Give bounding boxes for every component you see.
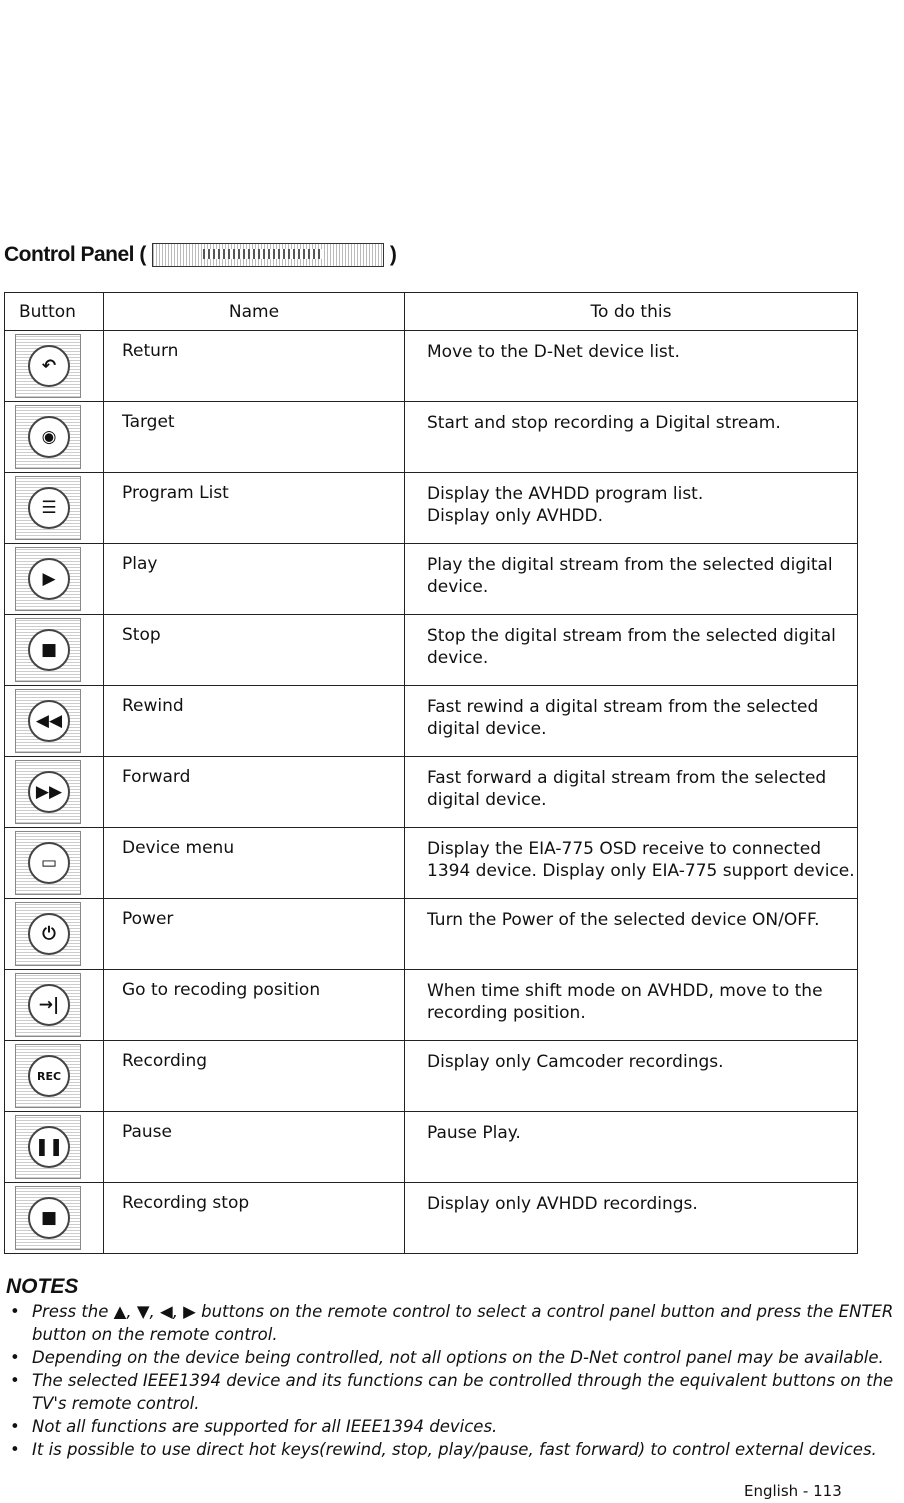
table-row — [5, 757, 858, 828]
button-cell — [5, 473, 104, 544]
description-line: device. — [427, 577, 489, 597]
icon-glyph: ▭ — [28, 842, 70, 884]
description-line: recording position. — [427, 1003, 586, 1023]
table-row — [5, 402, 858, 473]
description-line: Display only AVHDD. — [427, 506, 603, 526]
table-row — [5, 899, 858, 970]
target-icon — [15, 405, 81, 469]
power-icon — [15, 902, 81, 966]
icon-glyph: ☰ — [28, 487, 70, 529]
button-cell — [5, 1183, 104, 1254]
button-description — [405, 331, 858, 402]
table-row — [5, 473, 858, 544]
heading-close: ) — [389, 243, 397, 266]
header-name: Name — [104, 293, 405, 331]
button-name: Go to recoding position — [104, 970, 405, 1041]
button-name: Recording — [104, 1041, 405, 1112]
description-line: Move to the D-Net device list. — [427, 342, 680, 362]
description-line: Start and stop recording a Digital stream. — [427, 413, 781, 433]
button-name: Play — [104, 544, 405, 615]
icon-glyph: ▶ — [28, 558, 70, 600]
button-description — [405, 1183, 858, 1254]
button-description — [405, 757, 858, 828]
icon-glyph: ◀◀ — [28, 700, 70, 742]
icon-glyph: ▶▶ — [28, 771, 70, 813]
recording-icon — [15, 1044, 81, 1108]
button-description — [405, 899, 858, 970]
button-cell — [5, 828, 104, 899]
table-row — [5, 1112, 858, 1183]
description-line: Play the digital stream from the selected digital — [427, 555, 833, 575]
description-line: digital device. — [427, 790, 547, 810]
button-description — [405, 473, 858, 544]
table-row — [5, 615, 858, 686]
forward-icon — [15, 760, 81, 824]
description-line: 1394 device. Display only EIA-775 support device. — [427, 861, 855, 881]
description-line: Stop the digital stream from the selected digital — [427, 626, 836, 646]
page-footer: English - 113 — [744, 1482, 842, 1500]
button-cell — [5, 970, 104, 1041]
recording-stop-icon — [15, 1186, 81, 1250]
icon-glyph: ❚❚ — [28, 1126, 70, 1168]
table-row — [5, 686, 858, 757]
button-description — [405, 970, 858, 1041]
description-line: Turn the Power of the selected device ON/OFF. — [427, 910, 820, 930]
button-description — [405, 1112, 858, 1183]
button-name: Stop — [104, 615, 405, 686]
table-row — [5, 1041, 858, 1112]
icon-glyph: →| — [28, 984, 70, 1026]
note-item: • Depending on the device being controlled, not all options on the D-Net control panel may be available. — [6, 1346, 896, 1369]
description-line: Display the AVHDD program list. — [427, 484, 704, 504]
description-line: Fast forward a digital stream from the selected — [427, 768, 827, 788]
button-name: Power — [104, 899, 405, 970]
notes-list — [6, 1300, 896, 1461]
section-heading — [4, 243, 396, 267]
button-cell — [5, 402, 104, 473]
stop-icon — [15, 618, 81, 682]
button-cell — [5, 686, 104, 757]
button-cell — [5, 757, 104, 828]
icon-glyph: ⏻ — [28, 913, 70, 955]
button-cell — [5, 615, 104, 686]
button-name: Recording stop — [104, 1183, 405, 1254]
description-line: Display only Camcoder recordings. — [427, 1052, 724, 1072]
header-todo: To do this — [405, 293, 858, 331]
description-line: digital device. — [427, 719, 547, 739]
button-name: Return — [104, 331, 405, 402]
note-item: • Press the ▲, ▼, ◀, ▶ buttons on the remote control to select a control panel button and press the ENTER button on the remote control. — [6, 1300, 896, 1346]
table-row — [5, 331, 858, 402]
go-to-recording-position-icon — [15, 973, 81, 1037]
device-menu-icon — [15, 831, 81, 895]
button-name: Rewind — [104, 686, 405, 757]
button-name: Program List — [104, 473, 405, 544]
icon-glyph: ■ — [28, 1197, 70, 1239]
notes-title: NOTES — [6, 1275, 79, 1298]
note-item: • It is possible to use direct hot keys(rewind, stop, play/pause, fast forward) to control external devices. — [6, 1438, 896, 1461]
description-line: Fast rewind a digital stream from the selected — [427, 697, 819, 717]
button-description — [405, 615, 858, 686]
button-description — [405, 544, 858, 615]
program-list-icon — [15, 476, 81, 540]
button-name: Target — [104, 402, 405, 473]
note-item: • The selected IEEE1394 device and its functions can be controlled through the equivalent buttons on the TV's remote control. — [6, 1369, 896, 1415]
button-name: Forward — [104, 757, 405, 828]
button-name: Device menu — [104, 828, 405, 899]
description-line: Pause Play. — [427, 1123, 521, 1143]
header-button: Button — [5, 293, 104, 331]
button-description — [405, 1041, 858, 1112]
icon-glyph: ↶ — [28, 345, 70, 387]
button-cell — [5, 331, 104, 402]
control-panel-image-icon — [152, 243, 384, 267]
table-header-row — [5, 293, 858, 331]
button-cell — [5, 1041, 104, 1112]
button-cell — [5, 1112, 104, 1183]
button-description — [405, 686, 858, 757]
button-cell — [5, 544, 104, 615]
table-row — [5, 970, 858, 1041]
note-item: • Not all functions are supported for all IEEE1394 devices. — [6, 1415, 896, 1438]
icon-glyph: ■ — [28, 629, 70, 671]
table-row — [5, 828, 858, 899]
button-name: Pause — [104, 1112, 405, 1183]
description-line: When time shift mode on AVHDD, move to the — [427, 981, 823, 1001]
pause-icon — [15, 1115, 81, 1179]
button-description — [405, 828, 858, 899]
description-line: device. — [427, 648, 489, 668]
control-panel-table — [4, 292, 858, 1254]
table-row — [5, 544, 858, 615]
table-row — [5, 1183, 858, 1254]
return-icon — [15, 334, 81, 398]
button-cell — [5, 899, 104, 970]
rewind-icon — [15, 689, 81, 753]
icon-glyph: REC — [28, 1055, 70, 1097]
play-icon — [15, 547, 81, 611]
heading-title: Control Panel ( — [4, 243, 146, 266]
button-description — [405, 402, 858, 473]
description-line: Display only AVHDD recordings. — [427, 1194, 698, 1214]
description-line: Display the EIA-775 OSD receive to connected — [427, 839, 822, 859]
icon-glyph: ◉ — [28, 416, 70, 458]
